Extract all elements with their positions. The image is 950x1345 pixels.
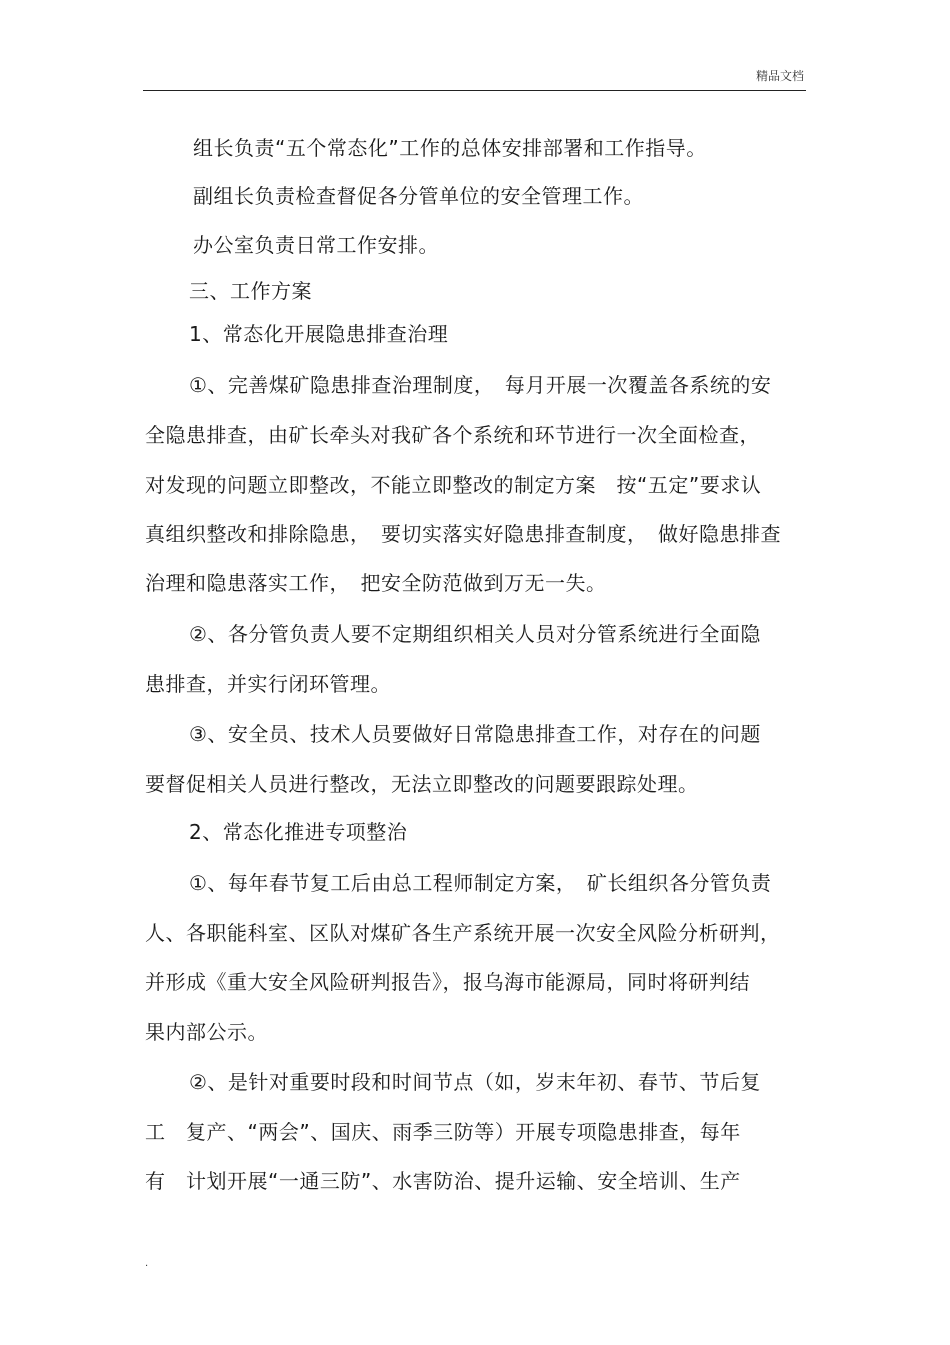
paragraph-line: 对发现的问题立即整改，不能立即整改的制定方案 按“五定”要求认 — [145, 473, 762, 497]
paragraph-line: 治理和隐患落实工作， 把安全防范做到万无一失。 — [145, 571, 607, 595]
paragraph-line: ①、完善煤矿隐患排查治理制度， 每月开展一次覆盖各系统的安 — [189, 373, 772, 397]
paragraph-line: ②、各分管负责人要不定期组织相关人员对分管系统进行全面隐 — [189, 622, 761, 646]
paragraph-line: 组长负责“五个常态化”工作的总体安排部署和工作指导。 — [193, 136, 707, 160]
paragraph-line: 全隐患排查，由矿长牵头对我矿各个系统和环节进行一次全面检查， — [145, 423, 760, 447]
paragraph-line: 果内部公示。 — [145, 1020, 268, 1044]
paragraph-line: 真组织整改和排除隐患， 要切实落实好隐患排查制度， 做好隐患排查 — [145, 522, 781, 546]
paragraph-line: 工 复产、“两会”、国庆、雨季三防等）开展专项隐患排查，每年 — [145, 1120, 741, 1144]
subsection-heading: 2、常态化推进专项整治 — [189, 820, 408, 844]
page-header-label: 精品文档 — [755, 69, 804, 83]
paragraph-line: ②、是针对重要时段和时间节点（如，岁末年初、春节、节后复 — [189, 1070, 761, 1094]
paragraph-line: 有 计划开展“一通三防”、水害防治、提升运输、安全培训、生产 — [145, 1169, 741, 1193]
footer-mark: . — [145, 1258, 149, 1269]
paragraph-line: 办公室负责日常工作安排。 — [193, 233, 439, 257]
paragraph-line: ①、每年春节复工后由总工程师制定方案， 矿长组织各分管负责 — [189, 871, 772, 895]
section-heading: 三、工作方案 — [189, 279, 312, 303]
paragraph-line: ③、安全员、技术人员要做好日常隐患排查工作，对存在的问题 — [189, 722, 761, 746]
paragraph-line: 并形成《重大安全风险研判报告》，报乌海市能源局，同时将研判结 — [145, 970, 750, 994]
paragraph-line: 人、各职能科室、区队对煤矿各生产系统开展一次安全风险分析研判， — [145, 921, 781, 945]
header-rule — [143, 90, 806, 91]
paragraph-line: 要督促相关人员进行整改，无法立即整改的问题要跟踪处理。 — [145, 772, 699, 796]
paragraph-line: 副组长负责检查督促各分管单位的安全管理工作。 — [193, 184, 644, 208]
subsection-heading: 1、常态化开展隐患排查治理 — [189, 322, 449, 346]
paragraph-line: 患排查，并实行闭环管理。 — [145, 672, 391, 696]
